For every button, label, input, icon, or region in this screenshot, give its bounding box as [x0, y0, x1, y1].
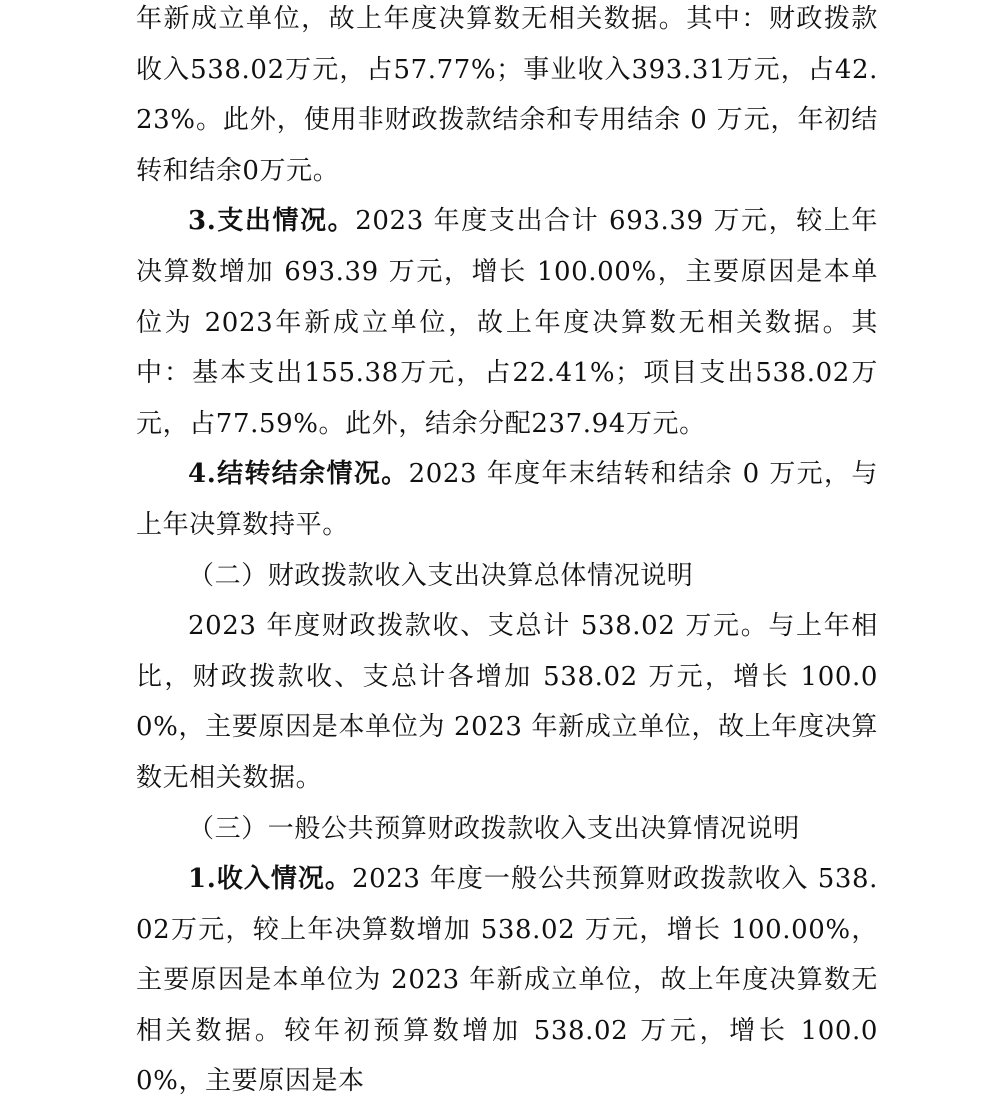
section-three-heading: （三）一般公共预算财政拨款收入支出决算情况说明: [188, 813, 800, 844]
section-two-text: 2023 年度财政拨款收、支总计 538.02 万元。与上年相比，财政拨款收、支总计各增加 538.02 万元，增长 100.00%，主要原因是本单位为 2023 年新成立单位，故上年度决算数无相关数据。: [136, 611, 878, 793]
document-page: [136, 0, 878, 1107]
income-paragraph-tail: [136, 0, 878, 196]
section-three-income-text: 2023 年度一般公共预算财政拨款收入 538.02万元，较上年决算数增加 538.02 万元，增长 100.00%，主要原因是本单位为 2023 年新成立单位，故上年度决算数无相关数据。较年初预算数增加 538.02 万元，增长 100.00%，主要原因是本: [136, 864, 878, 1097]
section-three-income-paragraph: [136, 854, 878, 1107]
expense-paragraph: [136, 196, 878, 449]
carryover-paragraph: [136, 449, 878, 550]
carryover-lead: 4.结转结余情况。: [188, 459, 409, 490]
section-three-income-lead: 1.收入情况。: [188, 864, 352, 895]
carryover-text: 2023 年度年末结转和结余 0 万元，与上年决算数持平。: [136, 459, 878, 540]
income-paragraph-text: 年新成立单位，故上年度决算数无相关数据。其中：财政拨款收入538.02万元，占57.77%；事业收入393.31万元，占42.23%。此外，使用非财政拨款结余和专用结余 0 万元，年初结转和结余0万元。: [136, 4, 878, 186]
expense-text: 2023 年度支出合计 693.39 万元，较上年决算数增加 693.39 万元，增长 100.00%，主要原因是本单位为 2023年新成立单位，故上年度决算数无相关数据。其中：基本支出155.38万元，占22.41%；项目支出538.02万元，占77.59%。此外，结余分配237.94万元。: [136, 206, 879, 439]
section-two-paragraph: [136, 601, 878, 803]
expense-lead: 3.支出情况。: [188, 206, 356, 237]
section-two-heading: （二）财政拨款收入支出决算总体情况说明: [188, 560, 694, 591]
